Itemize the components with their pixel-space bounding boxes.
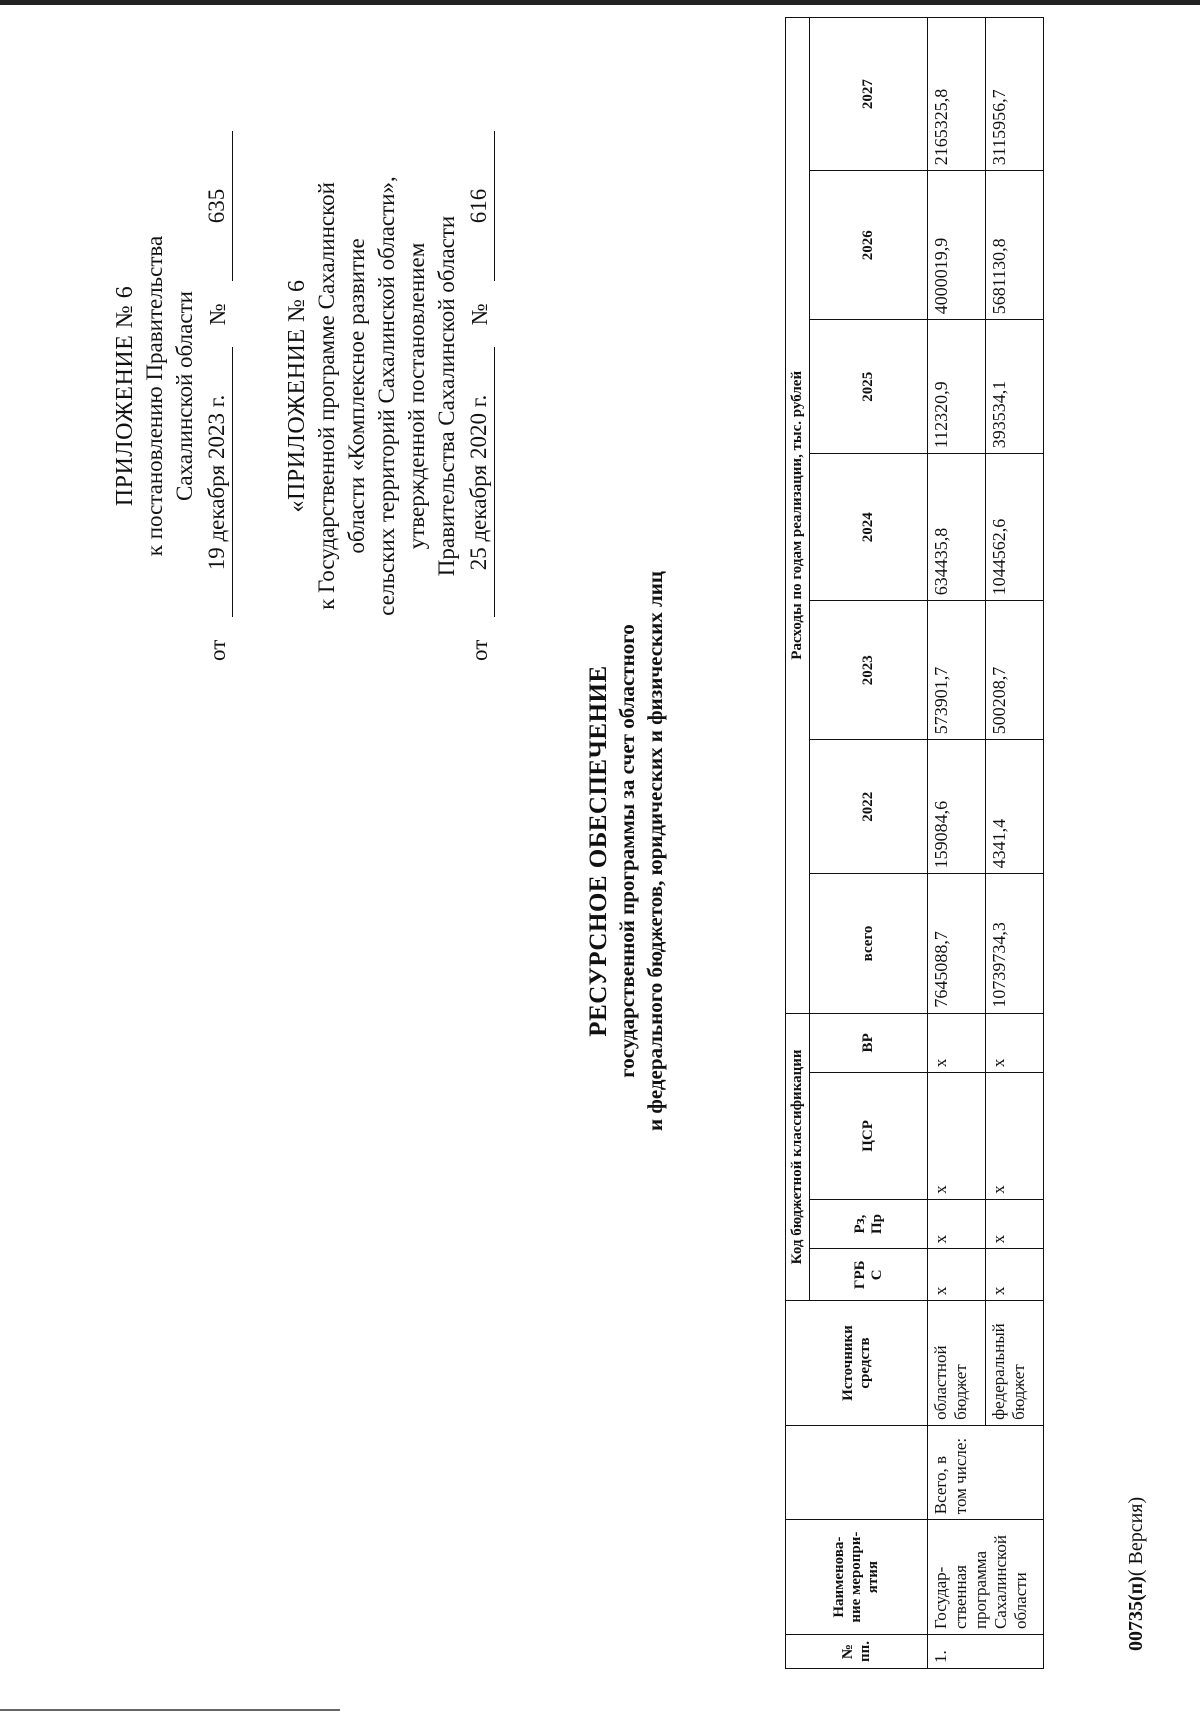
document-title-sub2: и федерального бюджетов, юридических и физических лиц xyxy=(643,571,667,1132)
row-2024: 634435,8 xyxy=(928,454,986,601)
appendix-previous-date: 25 декабря 2020 г. xyxy=(464,347,495,617)
row-2023: 500208,7 xyxy=(986,601,1044,740)
document-code xyxy=(1125,1497,1148,1651)
row-2026: 4000019,9 xyxy=(928,171,986,320)
row-2022: 4341,4 xyxy=(986,740,1044,874)
row-2027: 3115956,7 xyxy=(986,18,1044,171)
row-total: 10739734,3 xyxy=(986,874,1044,1013)
appendix-previous-number: 616 xyxy=(464,131,495,281)
header-expenses: Расходы по годам реализации, тыс. рублей xyxy=(786,18,810,1014)
document-code-version: ( Версия) xyxy=(1125,1496,1147,1577)
row-rz-pr: x xyxy=(928,1199,986,1249)
row-source: областной бюджет xyxy=(928,1301,986,1426)
row-2026: 5681130,8 xyxy=(986,171,1044,320)
appendix-previous xyxy=(282,131,495,661)
header-2025: 2025 xyxy=(810,320,928,454)
appendix-current-title: ПРИЛОЖЕНИЕ № 6 xyxy=(112,285,138,507)
table-header-row xyxy=(786,18,810,1669)
from-label: от xyxy=(467,639,492,661)
header-vr: ВР xyxy=(810,1013,928,1073)
row-including: Всего, в том числе: xyxy=(928,1425,1044,1519)
row-2025: 393534,1 xyxy=(986,320,1044,454)
header-total: всего xyxy=(810,874,928,1013)
header-2027: 2027 xyxy=(810,18,928,171)
row-grbs: x xyxy=(928,1249,986,1301)
appendix-previous-title: «ПРИЛОЖЕНИЕ № 6 xyxy=(284,279,310,513)
appendix-previous-line5: Правительства Сахалинской области xyxy=(434,215,459,577)
row-vr: x xyxy=(928,1013,986,1073)
row-rz-pr: x xyxy=(986,1199,1044,1249)
appendix-previous-line3: сельских территорий Сахалинской области», xyxy=(374,176,399,616)
document-title xyxy=(585,381,669,1321)
table-row xyxy=(986,18,1044,1669)
table-row xyxy=(928,18,986,1669)
row-vr: x xyxy=(986,1013,1044,1073)
row-2027: 2165325,8 xyxy=(928,18,986,171)
header-name: Наименова-ние меропри-ятия xyxy=(786,1520,928,1635)
row-grbs: x xyxy=(986,1249,1044,1301)
appendix-current-date: 19 декабря 2023 г. xyxy=(202,347,233,617)
from-label: от xyxy=(205,639,230,661)
row-total: 7645088,7 xyxy=(928,874,986,1013)
appendix-previous-line2: области «Комплексное развитие xyxy=(344,238,369,554)
header-2023: 2023 xyxy=(810,601,928,740)
header-grbs: ГРБ С xyxy=(810,1249,928,1301)
appendix-previous-date-line xyxy=(464,131,495,661)
row-csr: x xyxy=(928,1073,986,1200)
header-rz-pr: Рз, Пр xyxy=(810,1199,928,1249)
header-source: Источники средств xyxy=(786,1301,928,1426)
number-label: № xyxy=(467,303,492,326)
row-2024: 1044562,6 xyxy=(986,454,1044,601)
row-2023: 573901,7 xyxy=(928,601,986,740)
appendix-current xyxy=(110,131,233,661)
header-2026: 2026 xyxy=(810,171,928,320)
row-2022: 159084,6 xyxy=(928,740,986,874)
document-title-sub1: государственной программы за счет областного xyxy=(615,624,639,1078)
appendix-current-date-line xyxy=(202,131,233,661)
header-num: № пп. xyxy=(786,1635,928,1669)
row-2025: 112320,9 xyxy=(928,320,986,454)
header-budget-code: Код бюджетной классификации xyxy=(786,1013,810,1301)
appendix-current-number: 635 xyxy=(202,131,233,281)
document-code-number: 00735(п) xyxy=(1125,1576,1147,1651)
appendix-previous-line4: утвержденной постановлением xyxy=(404,242,429,550)
header-2022: 2022 xyxy=(810,740,928,874)
row-name: Государ-ственная программа Сахалинской области xyxy=(928,1520,1044,1635)
resource-table xyxy=(785,17,1044,1669)
document-title-main: РЕСУРСНОЕ ОБЕСПЕЧЕНИЕ xyxy=(585,665,612,1037)
row-source: федеральный бюджет xyxy=(986,1301,1044,1426)
appendix-current-line2: Сахалинской области xyxy=(172,291,197,501)
header-blank xyxy=(786,1425,928,1519)
appendix-previous-line1: к Государственной программе Сахалинской xyxy=(314,182,339,610)
row-csr: x xyxy=(986,1073,1044,1200)
row-num: 1. xyxy=(928,1635,1044,1669)
appendix-current-line1: к постановлению Правительства xyxy=(142,235,167,557)
header-2024: 2024 xyxy=(810,454,928,601)
number-label: № xyxy=(205,303,230,326)
header-csr: ЦСР xyxy=(810,1073,928,1200)
